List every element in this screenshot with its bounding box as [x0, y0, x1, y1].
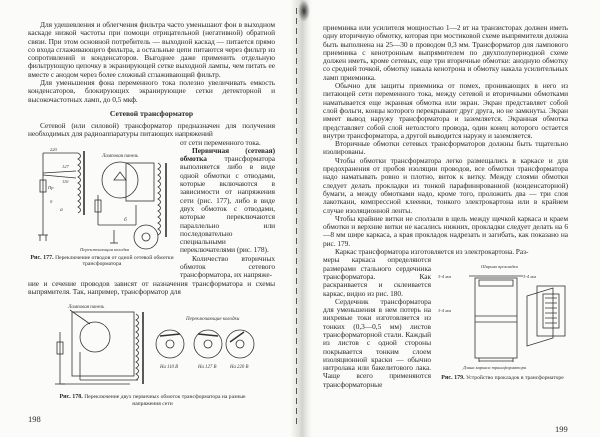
- paragraph-intro-end: от сети переменного тока.: [180, 137, 261, 147]
- tap-110: 110: [62, 178, 69, 184]
- page-number-right: 199: [555, 424, 568, 434]
- paragraph-primary: [180, 147, 275, 255]
- paragraph-secondary: Количество вторичных обмоток сетевого трансформатора, их напряже-: [180, 253, 275, 280]
- figure-179-number: Рис. 179.: [441, 375, 465, 382]
- figure-177-schematic: [28, 145, 176, 253]
- label-a: а: [60, 206, 63, 213]
- right-text-column: [180, 139, 275, 280]
- paragraph-intro: Сетевой (или силовой) трансформатор предназначен для получения необходимых для радиоаппаратуры питающих напряжений: [28, 120, 275, 139]
- position-127: На 127 В: [198, 365, 217, 371]
- label-b: б: [124, 216, 127, 223]
- figure-178-schematic: [50, 302, 255, 392]
- label-margin-left: 3-4 мм: [438, 274, 451, 280]
- page-edge: [296, 8, 297, 428]
- label-lamp-panel-178: Ламповая панель: [68, 305, 105, 311]
- label-switch-blocks: Переключающие колодки: [186, 317, 240, 323]
- paragraph-continuation: приемника или усилителя мощностью 1—2 вт на транзисторах должен иметь одну вторичную обмотку, которая при мостиковой схеме выпрямителя должна быть выполнена на 25—30 в проводом 0,3 мм. Трансформатор для лампового приемника с кенотронным выпрямителем по двухполупериодной схеме должен иметь, кроме сетевых, еще три вторичные обмотки: анодную обмотку со средней точкой, обмотку накала кенотрона и обмотку накала усилительных ламп приемника.: [323, 23, 568, 82]
- label-lamp-panel: Ламповая панель: [102, 153, 139, 159]
- figure-179-drawing: [437, 260, 568, 372]
- paragraph-frame: Каркас трансформатора изготовляется из электрокартона. Раз-: [335, 247, 529, 257]
- figure-177-number: Рис. 177.: [30, 254, 54, 261]
- figure-179-row: [323, 256, 568, 389]
- figure-178-number: Рис. 178.: [59, 394, 83, 401]
- fuse-label: Пр: [48, 184, 54, 190]
- label-switch-block: Переключающая колодка: [80, 246, 130, 252]
- label-spacer-width: Ширина прокладки: [481, 264, 518, 270]
- paragraph-frame-cont: меры каркаса определяются размерами стального сердечника трансформатора. Как раскраивается и склеивается каркас, видно из рис. 180.: [323, 255, 431, 298]
- paragraph-shield: Обычно для защиты приемника от помех, проникающих в него из питающей сети переменного тока, между сетевой и вторичными обмотками наматывается еще экранная обмотка или экран. Экран представляет собой слой фольги, концы которого перекрывают друг друга, но не замкнуты. Экран имеет вывод наружу трансформатора и заземляется. Экранная обмотка представляет собой слой нетолстого провода, один конец которого остается внутри трансформатора, а другой выводится наружу и заземляется.: [323, 81, 568, 140]
- left-page-column: [28, 21, 275, 407]
- figure-178: [50, 302, 255, 407]
- position-110: На 110 В: [160, 365, 179, 371]
- label-margin-side: 3-4 мм: [438, 308, 451, 314]
- tap-0: 0: [50, 198, 53, 204]
- paragraph-insulation: Вторичные обмотки сетевых трансформаторов должны быть тщательно изолированы.: [323, 139, 568, 157]
- label-frame-length: Длина каркаса трансформатора: [463, 365, 527, 371]
- figure-177-caption: [28, 255, 176, 268]
- paragraph-winding: Чтобы обмотки трансформатора легко размещались в каркасе и для предохранения от пробоя изоляции проводов, все обмотки трансформатора надо наматывать ровно и плотно, виток к витку. Между слоями обмотки следует делать прокладки из тонкой парафинированной (конденсаторной) бумаги, а между обмотками надо, кроме того, проложить два — три слоя лакоткани, компрессной клеенки, тонкого электрокартона или в крайнем случае изоляционной ленты.: [323, 155, 568, 215]
- figure-179-caption: [437, 375, 568, 382]
- scan-smudge: [298, 0, 310, 22]
- tap-220: 220: [50, 146, 57, 152]
- paragraph-hum: Для уменьшения фона переменного тока полезно увеличивать емкость конденсаторов, блокирующих экранирующие сетки детекторной и высокочастотных ламп, до 0,5 мкф.: [28, 78, 275, 104]
- paragraph-core: Сердечник трансформатора для уменьшения в нем потерь на вихревые токи изготовляется из тонких (0,3—0,5 мм) листов трансформаторной стали. Каждый из листов с одной стороны покрывается тонким слоем изоляционной краски — обычно нитролака или бакелитового лака. Чаще всего применяются трансформаторные: [323, 296, 431, 389]
- book-gutter: [290, 0, 312, 437]
- figure-177-row: [28, 139, 275, 280]
- page-number-left: 198: [28, 414, 41, 424]
- figure-177-caption-text: Переключение отводов от одной сетевой обмотки трансформатора: [55, 254, 174, 268]
- paragraph-secondary-cont: ние и сечение проводов зависят от назначения трансформатора и схемы выпрямителя. Так, например, трансформатор для: [28, 278, 275, 296]
- right-page-column: [323, 24, 568, 389]
- figure-178-caption-text: Переключение двух первичных обмоток трансформатора на разные напряжения сети: [84, 394, 246, 407]
- figure-178-caption: [50, 394, 255, 407]
- position-220: На 220 В: [230, 365, 249, 371]
- paragraph-spacers: Чтобы крайние витки не сползали в щель между щечкой каркаса и краем обмотки и верхние витки не касались нижних, прокладки следует делать на 6—8 мм шире каркаса, а края прокладок надрезать и загибать, как показано на рис. 179.: [323, 213, 568, 248]
- left-text-column: [323, 256, 431, 389]
- paragraph-filter: Для удешевления и облегчения фильтра часто уменьшают фон в выходном каскаде низкой частоты при помощи отрицательной (негативной) обратной связи. При этом основной потребитель — выходной каскад — питается прямо со входа сглаживающего фильтра, а остальные цепи питаются через фильтр из сопротивлений и конденсаторов. Выгоднее даже применить отдельную фильтрующую цепочку в экранирующей сетке выходной лампы, чем питать ее вместе с анодом через более сложный сглаживающий фильтр.: [28, 20, 275, 79]
- paragraph-primary-text: трансформатора выполняется либо в виде одной обмотки с отводами, которые включаются в зависимости от напряжения сети (рис. 177), либо в виде двух обмоток с отводами, которые переключаются параллельно или последовательно специальными переключателями (рис. 178).: [180, 154, 275, 255]
- label-margin-right: 3-4 мм: [523, 274, 536, 280]
- tap-127: 127: [62, 163, 69, 169]
- figure-179: [437, 256, 568, 382]
- section-heading: Сетевой трансформатор: [109, 108, 194, 118]
- term-primary-winding: Первичная (сетевая) обмотка: [180, 145, 275, 164]
- figure-179-caption-text: Устройство прокладок в трансформаторе: [465, 375, 564, 382]
- figure-177: [28, 139, 176, 268]
